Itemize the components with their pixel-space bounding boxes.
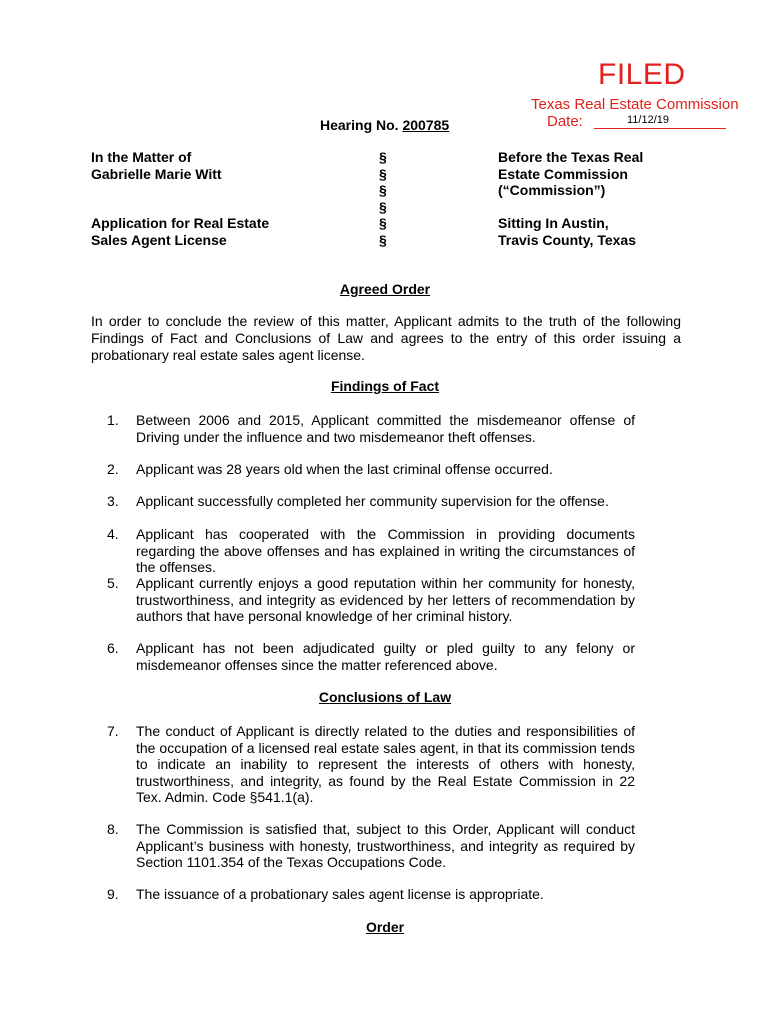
caption-sitting-line: Travis County, Texas: [498, 231, 636, 248]
conclusion-item: [91, 886, 635, 903]
item-number: 1.: [107, 412, 119, 428]
hearing-number-value: 200785: [402, 117, 450, 133]
finding-item: [91, 493, 635, 510]
caption-before-line: Estate Commission: [498, 165, 628, 182]
conclusion-item: [91, 723, 635, 806]
section-mark: §: [379, 165, 387, 182]
section-mark: §: [379, 198, 387, 215]
item-number: 7.: [107, 723, 119, 739]
conclusion-item: [91, 821, 635, 871]
agreed-order-intro: In order to conclude the review of this matter, Applicant admits to the truth of the following Findings of Fact and Conclusions of Law and agrees to the entry of this order issuing a probationary real estate sales agent license.: [91, 313, 681, 363]
item-text: The issuance of a probationary sales agent license is appropriate.: [136, 886, 544, 902]
caption-party-name: Gabrielle Marie Witt: [91, 165, 222, 182]
caption-before-line: Before the Texas Real: [498, 149, 644, 165]
filed-stamp-date-value: 11/12/19: [627, 114, 670, 126]
section-mark: §: [379, 149, 387, 165]
filed-stamp-date-label: Date:: [547, 113, 583, 130]
section-mark: §: [379, 231, 387, 248]
finding-item: [91, 412, 635, 445]
finding-item: [91, 640, 635, 673]
item-text: Between 2006 and 2015, Applicant committed the misdemeanor offense of Driving under the influence and two misdemeanor theft offenses.: [136, 412, 635, 445]
item-text: The Commission is satisfied that, subject to this Order, Applicant will conduct Applicant’s business with honesty, trustworthiness, and integrity as required by Section 1101.354 of the Texas Occupations Code.: [136, 821, 635, 870]
order-heading: Order: [365, 919, 405, 935]
caption-right: [498, 149, 643, 248]
item-text: Applicant successfully completed her community supervision for the offense.: [136, 493, 609, 509]
item-number: 9.: [107, 886, 119, 902]
item-number: 6.: [107, 640, 119, 656]
finding-item: [91, 575, 635, 625]
item-text: Applicant currently enjoys a good reputation within her community for honesty, trustworthiness, and integrity as evidenced by her letters of recommendation by authors that have personal knowledge of her criminal history.: [136, 575, 635, 624]
caption-sitting-line: Sitting In Austin,: [498, 215, 609, 231]
caption-application-line: Sales Agent License: [91, 231, 227, 248]
item-text: Applicant was 28 years old when the last criminal offense occurred.: [136, 461, 553, 477]
item-number: 3.: [107, 493, 119, 509]
filed-stamp-commission: Texas Real Estate Commission: [531, 96, 739, 113]
caption-left: [91, 149, 269, 248]
hearing-label: Hearing No.: [320, 117, 399, 133]
item-text: Applicant has not been adjudicated guilty or pled guilty to any felony or misdemeanor offenses since the matter referenced above.: [136, 640, 635, 673]
item-number: 4.: [107, 526, 119, 542]
item-number: 2.: [107, 461, 119, 477]
item-number: 5.: [107, 575, 119, 591]
caption-section-marks: [379, 149, 387, 248]
item-text: The conduct of Applicant is directly related to the duties and responsibilities of the occupation of a licensed real estate sales agent, in that its commission tends to indicate an inability to represent the interests of others with honesty, trustworthiness, and integrity, as found by the Real Estate Commission in 22 Tex. Admin. Code §541.1(a).: [136, 723, 635, 805]
caption-application-line: Application for Real Estate: [91, 215, 270, 231]
agreed-order-heading: Agreed Order: [339, 281, 431, 297]
findings-heading: Findings of Fact: [330, 378, 440, 394]
item-text: Applicant has cooperated with the Commission in providing documents regarding the above offenses and has explained in writing the circumstances of the offenses.: [136, 526, 635, 575]
filed-stamp-date-line: [594, 128, 726, 129]
section-mark: §: [379, 182, 387, 198]
item-number: 8.: [107, 821, 119, 837]
hearing-number: [320, 117, 449, 133]
filed-stamp-title: FILED: [598, 58, 686, 91]
finding-item: [91, 526, 635, 576]
caption-before-line: (“Commission”): [498, 182, 606, 198]
section-mark: §: [379, 215, 387, 231]
caption-matter-line: In the Matter of: [91, 149, 192, 165]
conclusions-heading: Conclusions of Law: [318, 689, 452, 705]
finding-item: [91, 461, 635, 478]
